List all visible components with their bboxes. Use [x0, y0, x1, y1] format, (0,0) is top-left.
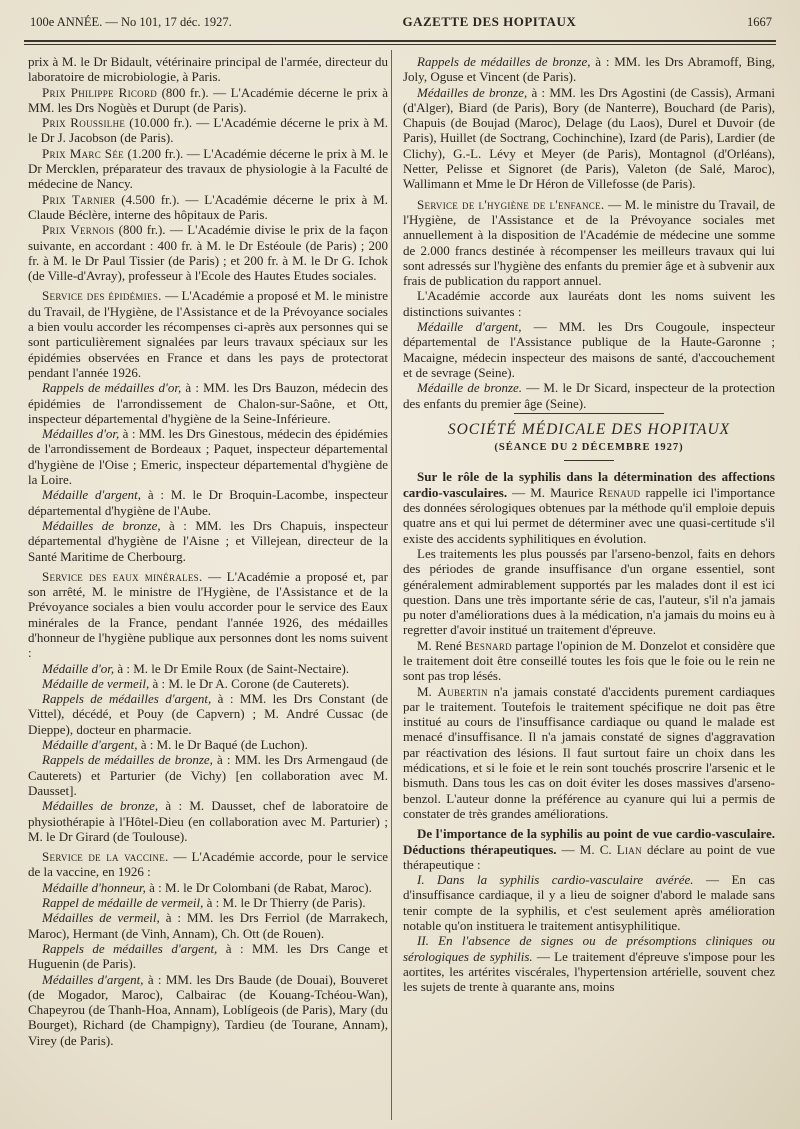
service-eaux-minerales: Service des eaux minérales. — L'Académie a proposé et, par son arrêté, M. le ministre de l'Hygiène, de l'Assistance et de la Prévoyance sociales a bien voulu accorder pour le service des Eaux minérales de la France, pendant l'année 1926, des médailles d'honneur de l'hygiène publique aux personnes dont les noms suivent : [28, 568, 388, 661]
paragraph: I. Dans la syphilis cardio-vasculaire avérée. — En cas d'insuffisance cardiaque, il y a lieu de soigner d'abord le malade sans tenir compte de la syphilis, et c'est seulement après amélioration notable qu'on instituera le traitement antisyphilitique. [403, 872, 775, 934]
section-title: SOCIÉTÉ MÉDICALE DES HOPITAUX [447, 420, 731, 438]
paragraph: Médailles d'or, à : MM. les Drs Ginestous, médecin des épidémies de l'arrondissement de Bordeaux ; Paquet, inspecteur départemental d'hygiène de l'Oise ; Emeric, inspecteur départemental d'hygiène de la Loire. [28, 426, 388, 488]
prize-marc-see: Prix Marc Sée (1.200 fr.). — L'Académie décerne le prix à M. le Dr Mercklen, préparateur des travaux de physiologie à la Faculté de médecine de Nancy. [28, 145, 388, 192]
service-epidemies: Service des épidémies. — L'Académie a proposé et M. le ministre du Travail, de l'Hygiène, de l'Assistance et de la Prévoyance sociales a bien voulu accorder les récompenses ci-après aux personnes qui se sont particulièrement signalées par leurs travaux spéciaux sur les épidémies observées en France et dans les pays de protectorat pendant l'année 1926. [28, 288, 388, 380]
paragraph: Médaille d'or, à : M. le Dr Emile Roux (de Saint-Nectaire). [42, 660, 350, 676]
article-importance: De l'importance de la syphilis au point de vue cardio-vasculaire. Déductions thérapeutiques. — M. C. Lian déclare au point de vue thérapeutique : [403, 826, 775, 872]
header-rule-thin [24, 44, 776, 45]
prize-vernois: Prix Vernois (800 fr.). — L'Académie divise le prix de la façon suivante, en accordant : 400 fr. à M. le Dr Estéoule (de Paris) ; 200 fr. à M. le Dr Paul Tissier (de Paris) ; et 200 fr. à M. le Dr G. Ichok (de Ville-d'Avray), professeur à l'Ecole des Hautes Etudes sociales. [28, 222, 388, 284]
prize-ricord: Prix Philippe Ricord (800 fr.). — L'Académie décerne le prix à MM. les Drs Nogùès et Durupt (de Paris). [28, 84, 388, 115]
paragraph: Rappels de médailles de bronze, à : MM. les Drs Abramoff, Bing, Joly, Oguse et Vincent (de Paris). [403, 54, 775, 85]
article-syphilis: Sur le rôle de la syphilis dans la détermination des affections cardio-vasculaires. — M. Maurice Renaud rappelle ici l'importance des données sérologiques obtenues par la méthode qu'il emploie depuis quatre ans et qui lui permet de déterminer avec une quasi-certitude s'il existe des accidents syphilitiques en évolution. [403, 469, 775, 546]
paragraph: Médaille d'argent, à : M. le Dr Broquin-Lacombe, inspecteur départemental d'hygiène de l'Aube. [28, 487, 388, 518]
paragraph: Médailles de bronze, à : M. Dausset, chef de laboratoire de physiothérapie à l'Hôtel-Dieu (en collaboration avec M. Parturier) ; M. le Dr Girard (de Toulouse). [28, 798, 388, 844]
paragraph: Rappels de médailles d'or, à : MM. les Drs Bauzon, médecin des épidémies de l'arrondissement de Chalon-sur-Saône, et Ott, inspecteur départemental d'hygiène de la Seine-Inférieure. [28, 380, 389, 426]
paragraph: Les traitements les plus poussés par l'arseno-benzol, faits en dehors des périodes de grande insuffisance d'un organe essentiel, sont généralement admirablement supportés par les malades dont il est ici question. Dans une très importante série de cas, l'auteur, s'il n'a jamais pu noter d'améliorations dues à la médication, n'a jamais du moins eu à regretter d'avoir institué un traitement d'épreuve. [403, 545, 775, 638]
page-header [30, 14, 772, 36]
header-rule [24, 40, 776, 42]
paragraph: Rappel de médaille de vermeil, à : M. le Dr Thierry (de Paris). [42, 895, 366, 911]
paragraph: Médaille de bronze. — M. le Dr Sicard, inspecteur de la protection des enfants du premier âge (Seine). [403, 380, 775, 411]
journal-title: GAZETTE DES HOPITAUX [402, 14, 577, 29]
paragraph: L'Académie accorde aux lauréats dont les noms suivent les distinctions suivantes : [403, 288, 775, 319]
paragraph: Rappels de médailles de bronze, à : MM. les Drs Armengaud (de Cauterets) et Parturier (de Vichy) [en collaboration avec M. Dausset]. [28, 752, 388, 798]
section-rule [514, 413, 664, 414]
prize-tarnier: Prix Tarnier (4.500 fr.). — L'Académie décerne le prix à M. Claude Béclère, interne des hôpitaux de Paris. [28, 191, 388, 222]
left-column [28, 54, 388, 1048]
paragraph: II. En l'absence de signes ou de présomptions cliniques ou sérologiques de syphilis. — Le traitement d'épreuve s'impose pour les aortites, les artérites viscérales, l'hypertension artérielle, souvent chez les sujets de trente à quarante ans, moins [403, 933, 775, 995]
paragraph: prix à M. le Dr Bidault, vétérinaire principal de l'armée, directeur du laboratoire de microbiologie, à Paris. [28, 54, 388, 85]
service-vaccine: Service de la vaccine. — L'Académie accorde, pour le service de la vaccine, en 1926 : [28, 849, 388, 880]
issue-info: 100e ANNÉE. — No 101, 17 déc. 1927. [30, 15, 232, 29]
page-number: 1667 [747, 15, 772, 29]
column-divider [391, 50, 392, 1120]
paragraph: Rappels de médailles d'argent, à : MM. les Drs Constant (de Vittel), décédé, et Pouy (de Capvern) ; M. André Cussac (de Dieppe), docteur en pharmacie. [28, 691, 388, 737]
paragraph: Médaille de vermeil, à : M. le Dr A. Corone (de Cauterets). [42, 675, 350, 691]
paragraph: Médailles de bronze, à : MM. les Drs Agostini (de Cassis), Armani (d'Alger), Biard (de Paris), Bory (de Nanterre), Bouchard (de Paris), Chapuis (de Boujad (Maroc), Delage (du Laos), Durel et Duvoir (de Paris), Huillet (de Soctrang, Cochinchine), Izard (de Paris), Lardier (de Clichy), G.-L. Lévy et Meyer (de Paris), Montagnol (d'Orléans), Netter, Pelisse et Signoret (de Paris), Valeton (de Salé, Maroc), Wallimann et Mme le Dr Héron de Villefosse (de Paris). [403, 84, 775, 192]
paragraph: Médailles de vermeil, à : MM. les Drs Ferriol (de Marrakech, Maroc), Hermant (de Vinh, Annam), Ch. Ott (de Rouen). [28, 910, 389, 941]
paragraph: Médailles d'argent, à : MM. les Drs Baude (de Douai), Bouveret (de Mogador, Maroc), Calbairac (de Kouang-Tchéou-Wan), Chapeyrou (de Thanh-Hoa, Annam), Loblígeois (de Paris), Mary (du Bourget), Richard (de Champigny), Tardieu (de Tourane, Annam), Virey (de Paris). [28, 971, 388, 1048]
paragraph: Rappels de médailles d'argent, à : MM. les Drs Cange et Huguenin (de Paris). [28, 940, 389, 972]
service-hygiene-enfance: Service de l'hygiène de l'enfance. — M. le ministre du Travail, de l'Hygiène, de l'Assistance et de la Prévoyance sociales met annuellement à la disposition de l'Académie de médecine une somme de 2.000 francs destinée à récompenser les meilleurs travaux qui lui sont adressés sur l'hygiène des enfants du premier âge et à subvenir aux frais de publication du rapport annuel. [403, 196, 776, 289]
paragraph: Médaille d'honneur, à : M. le Dr Colombani (de Rabat, Maroc). [42, 879, 372, 895]
paragraph: Médaille d'argent, — MM. les Drs Cougoule, inspecteur départemental de l'Assistance publique de la Haute-Garonne ; Macaigne, médecin inspecteur des maisons de santé, d'accouchement et de sevrage (Seine). [403, 319, 775, 380]
paragraph: M. René Besnard partage l'opinion de M. Donzelot et considère que le traitement doit être conseillé toutes les fois que le foie ou le rein ne sont pas trop lésés. [403, 637, 775, 684]
section-rule [564, 460, 614, 461]
paragraph: M. Aubertin n'a jamais constaté d'accidents purement cardiaques par le traitement. Toutefois le traitement spécifique ne doit pas être institué au cours de l'insuffisance cardiaque ou quand le malade est menacé d'insuffisance. Il n'a jamais constaté de signes d'aggravation par réactivation des lésions. Il faut surtout faire un choix dans les médications, et si le foie et le rein sont touchés proscrire l'arsenic et le bismuth. Dans tous les cas on doit éviter les doses massives d'arseno-benzol. L'auteur donne la préférence au cyanure qui lui a permis de constater de très grandes améliorations. [403, 683, 775, 821]
paragraph: Médaille d'argent, à : M. le Dr Baqué (de Luchon). [42, 737, 308, 753]
paragraph: Médailles de bronze, à : MM. les Drs Chapuis, inspecteur départemental d'hygiène de l'Aisne ; et Villejean, directeur de la Santé Maritime de Cherbourg. [28, 517, 388, 564]
right-column [403, 54, 775, 995]
prize-roussilhe: Prix Roussilhe (10.000 fr.). — L'Académie décerne le prix à M. le Dr J. Jacobson (de Paris). [28, 115, 388, 146]
session-date: (SÉANCE DU 2 DÉCEMBRE 1927) [494, 442, 684, 454]
